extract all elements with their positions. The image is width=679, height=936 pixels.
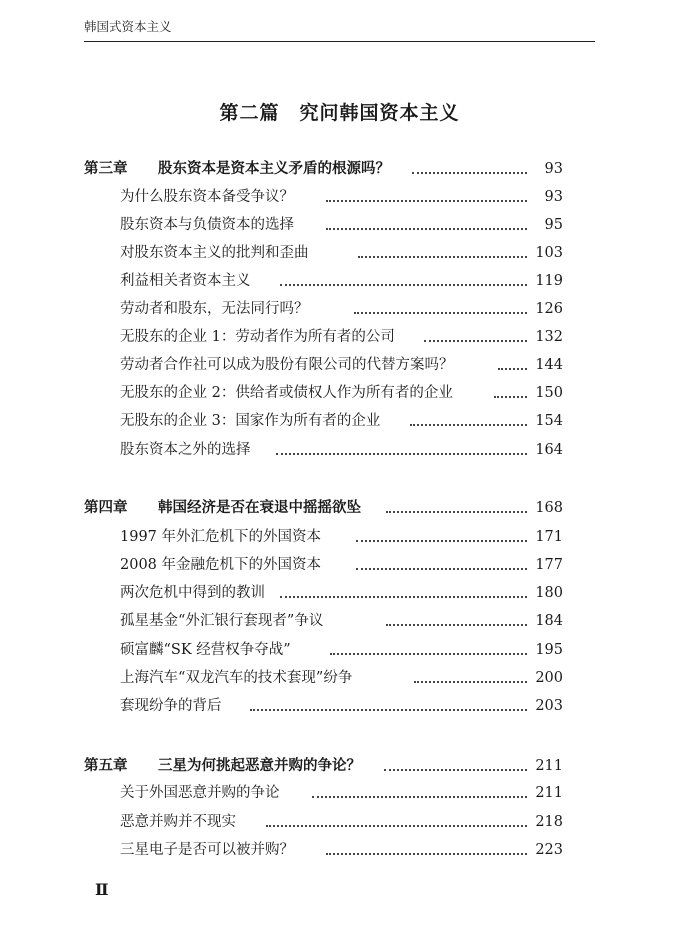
running-header: 韩国式资本主义	[84, 19, 172, 34]
page-number: 195	[535, 642, 563, 658]
chapter-number: 第三章	[84, 161, 128, 177]
section-title: 股东资本与负债资本的选择	[120, 217, 294, 233]
toc-section[interactable]	[0, 407, 679, 435]
dot-leader	[412, 172, 527, 174]
page-number: 164	[535, 442, 563, 458]
toc-section[interactable]	[0, 607, 679, 635]
dot-leader	[358, 256, 527, 258]
dot-leader	[326, 200, 527, 202]
page-number: 203	[535, 698, 563, 714]
toc-section[interactable]	[0, 239, 679, 267]
section-title: 利益相关者资本主义	[120, 273, 251, 289]
page-number: 180	[535, 585, 563, 601]
page-number: 218	[535, 814, 563, 830]
toc-section[interactable]	[0, 295, 679, 323]
page-number: 93	[544, 161, 563, 177]
chapter-title: 韩国经济是否在衰退中摇摇欲坠	[158, 500, 361, 516]
dot-leader	[280, 596, 527, 598]
page-number: 168	[535, 500, 563, 516]
page-number: 184	[535, 613, 563, 629]
toc-section[interactable]	[0, 351, 679, 379]
dot-leader	[414, 681, 527, 683]
header-rule	[84, 41, 595, 42]
section-title: 劳动者合作社可以成为股份有限公司的代替方案吗？	[120, 357, 454, 373]
page-number: 93	[544, 189, 563, 205]
toc-section[interactable]	[0, 523, 679, 551]
page-number: 95	[544, 217, 563, 233]
page-number: 223	[535, 842, 563, 858]
section-title: 两次危机中得到的教训	[120, 585, 265, 601]
page-folio: Ⅱ	[95, 880, 109, 899]
section-title: 股东资本之外的选择	[120, 442, 251, 458]
toc-section[interactable]	[0, 267, 679, 295]
page-number: 150	[535, 385, 563, 401]
page-number: 200	[535, 670, 563, 686]
dot-leader	[250, 709, 527, 711]
section-title: 无股东的企业 2：供给者或债权人作为所有者的企业	[120, 385, 453, 401]
section-title: 对股东资本主义的批判和歪曲	[120, 245, 309, 261]
part-title: 第二篇 究问韩国资本主义	[219, 102, 460, 124]
dot-leader	[326, 228, 527, 230]
toc-section[interactable]	[0, 379, 679, 407]
section-title: 2008 年金融危机下的外国资本	[120, 557, 322, 573]
section-title: 无股东的企业 3：国家作为所有者的企业	[120, 413, 381, 429]
toc-section[interactable]	[0, 636, 679, 664]
page-number: 154	[535, 413, 563, 429]
dot-leader	[326, 853, 527, 855]
dot-leader	[330, 653, 527, 655]
dot-leader	[386, 511, 527, 513]
toc-section[interactable]	[0, 808, 679, 836]
toc-section[interactable]	[0, 211, 679, 239]
toc-section[interactable]	[0, 779, 679, 807]
section-title: 恶意并购并不现实	[120, 814, 236, 830]
toc-section[interactable]	[0, 436, 679, 464]
toc-chapter-5[interactable]	[0, 752, 679, 780]
toc-chapter-4[interactable]	[0, 494, 679, 522]
toc-section[interactable]	[0, 323, 679, 351]
toc-section[interactable]	[0, 183, 679, 211]
section-title: 套现纷争的背后	[120, 698, 222, 714]
dot-leader	[280, 284, 527, 286]
page-number: 177	[535, 557, 563, 573]
page-number: 211	[535, 758, 563, 774]
dot-leader	[356, 568, 527, 570]
section-title: 孤星基金“外汇银行套现者”争议	[120, 613, 324, 629]
dot-leader	[494, 396, 527, 398]
page-number: 103	[535, 245, 563, 261]
toc-section[interactable]	[0, 836, 679, 864]
section-title: 劳动者和股东，无法同行吗？	[120, 301, 309, 317]
page-number: 132	[535, 329, 563, 345]
toc-chapter-3[interactable]	[0, 155, 679, 183]
page-number: 211	[535, 785, 563, 801]
chapter-title: 股东资本是资本主义矛盾的根源吗？	[158, 161, 390, 177]
section-title: 关于外国恶意并购的争论	[120, 785, 280, 801]
section-title: 硕富麟“SK 经营权争夺战”	[120, 642, 291, 658]
dot-leader	[424, 340, 527, 342]
page-number: 171	[535, 529, 563, 545]
section-title: 为什么股东资本备受争议？	[120, 189, 294, 205]
toc-section[interactable]	[0, 664, 679, 692]
section-title: 无股东的企业 1：劳动者作为所有者的公司	[120, 329, 395, 345]
dot-leader	[386, 624, 527, 626]
section-title: 三星电子是否可以被并购？	[120, 842, 294, 858]
dot-leader	[266, 825, 527, 827]
section-title: 上海汽车“双龙汽车的技术套现”纷争	[120, 670, 353, 686]
chapter-title: 三星为何挑起恶意并购的争论？	[158, 758, 361, 774]
toc-section[interactable]	[0, 579, 679, 607]
chapter-number: 第四章	[84, 500, 128, 516]
dot-leader	[312, 796, 527, 798]
page-number: 126	[535, 301, 563, 317]
dot-leader	[356, 540, 527, 542]
page-number: 144	[535, 357, 563, 373]
dot-leader	[498, 368, 527, 370]
dot-leader	[410, 424, 527, 426]
page-number: 119	[535, 273, 563, 289]
toc-section[interactable]	[0, 551, 679, 579]
dot-leader	[384, 769, 527, 771]
chapter-number: 第五章	[84, 758, 128, 774]
dot-leader	[276, 453, 527, 455]
dot-leader	[354, 312, 527, 314]
toc-section[interactable]	[0, 692, 679, 720]
section-title: 1997 年外汇危机下的外国资本	[120, 529, 322, 545]
